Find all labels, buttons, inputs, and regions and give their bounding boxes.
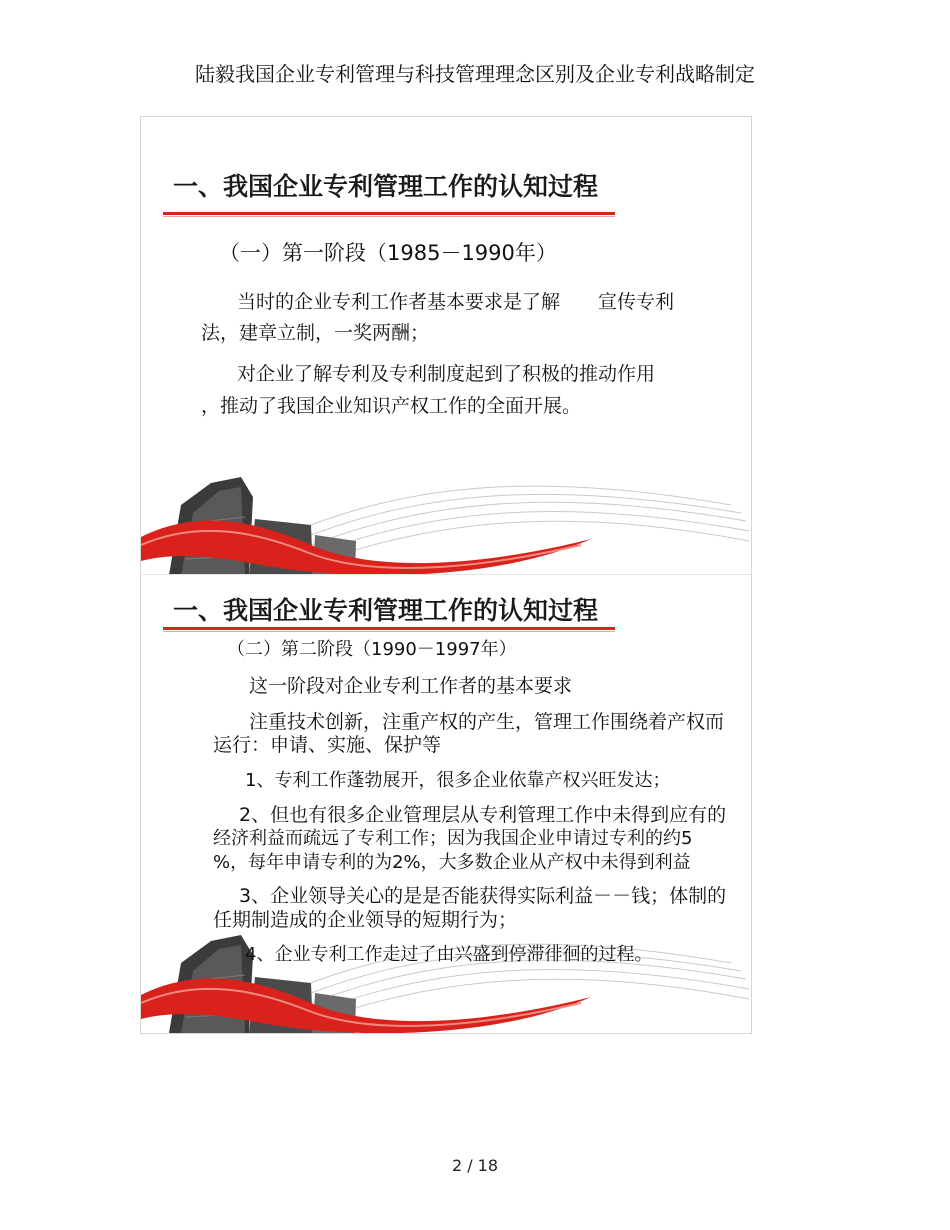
slide-1-title: 一、我国企业专利管理工作的认知过程 bbox=[173, 172, 599, 201]
slide-2-paragraph-2a: 注重技术创新，注重产权的产生，管理工作围绕着产权而 bbox=[249, 711, 725, 733]
slide-1-paragraph-1a: 当时的企业专利工作者基本要求是了解 宣传专利 bbox=[237, 291, 675, 313]
slide-2-paragraph-2b: 运行：申请、实施、保护等 bbox=[213, 734, 442, 756]
slide-2-paragraph-3: 1、专利工作蓬勃展开，很多企业依靠产权兴旺发达； bbox=[245, 770, 671, 791]
slide-1 bbox=[140, 116, 752, 575]
slide-2-paragraph-5b: 任期制造成的企业领导的短期行为； bbox=[213, 909, 518, 931]
building-ribbon-decoration bbox=[141, 475, 751, 575]
slide-2-paragraph-4b: 经济利益而疏远了专利工作；因为我国企业申请过专利的约5 bbox=[213, 828, 693, 849]
slide-2 bbox=[140, 574, 752, 1034]
slide-1-paragraph-2a: 对企业了解专利及专利制度起到了积极的推动作用 bbox=[237, 363, 656, 385]
slide-1-subtitle: （一）第一阶段（1985－1990年） bbox=[219, 241, 557, 265]
slide-2-paragraph-6: 4、企业专利工作走过了由兴盛到停滞徘徊的过程。 bbox=[245, 944, 653, 965]
slide-2-paragraph-5a: 3、企业领导关心的是是否能获得实际利益－－钱；体制的 bbox=[239, 885, 727, 907]
slide-1-title-underline bbox=[163, 212, 615, 215]
slide-2-paragraph-4c: %，每年申请专利的为2%，大多数企业从产权中未得到利益 bbox=[213, 852, 691, 873]
slide-2-paragraph-4a: 2、但也有很多企业管理层从专利管理工作中未得到应有的 bbox=[239, 804, 727, 826]
slide-1-paragraph-2b: ，推动了我国企业知识产权工作的全面开展。 bbox=[201, 395, 582, 417]
slide-2-title: 一、我国企业专利管理工作的认知过程 bbox=[173, 596, 599, 625]
document-header: 陆毅我国企业专利管理与科技管理理念区别及企业专利战略制定 bbox=[195, 62, 755, 86]
page-number: 2 / 18 bbox=[451, 1156, 499, 1175]
slide-1-paragraph-1b: 法，建章立制，一奖两酬； bbox=[201, 322, 430, 344]
slide-2-subtitle: （二）第二阶段（1990－1997年） bbox=[227, 639, 517, 660]
slide-2-title-underline bbox=[163, 627, 615, 630]
slide-2-paragraph-1: 这一阶段对企业专利工作者的基本要求 bbox=[249, 675, 573, 697]
